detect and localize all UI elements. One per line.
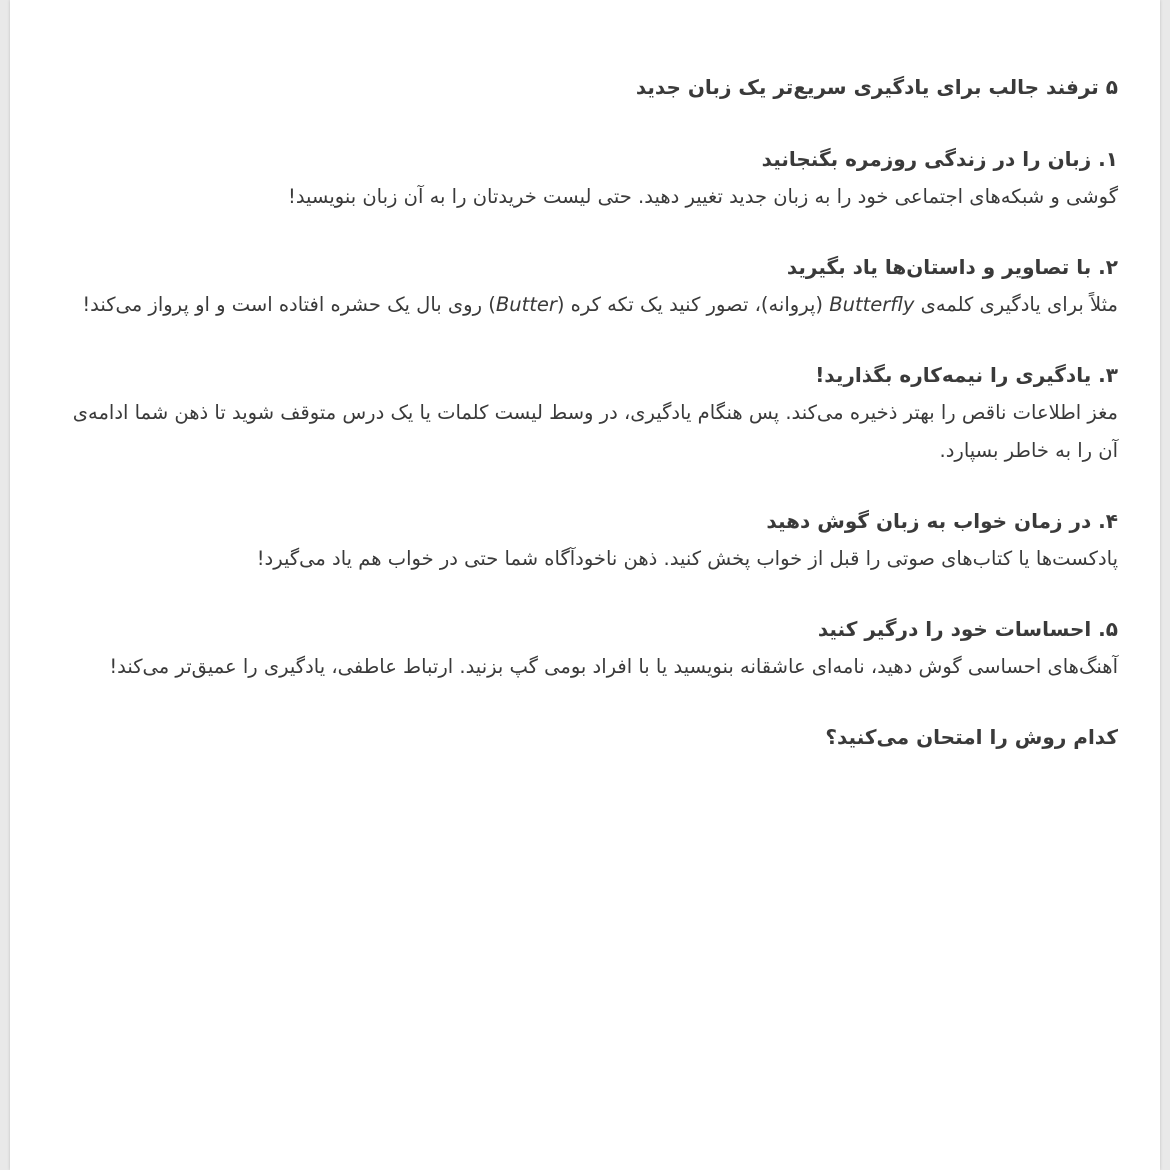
- section-body: پادکست‌ها یا کتاب‌های صوتی را قبل از خواب پخش کنید. ذهن ناخودآگاه شما حتی در خواب هم یاد می‌گیرد!: [256, 547, 1118, 570]
- section-2: [60, 248, 1118, 324]
- english-word-butterfly: Butterfly: [829, 293, 915, 316]
- english-word-butter: Butter: [495, 293, 557, 316]
- section-heading: ۴. در زمان خواب به زبان گوش دهید: [766, 509, 1118, 533]
- section-body: آهنگ‌های احساسی گوش دهید، نامه‌ای عاشقانه بنویسید یا با افراد بومی گپ بزنید. ارتباط عاطفی، یادگیری را عمیق‌تر می‌کند!: [109, 655, 1118, 678]
- document-content: [60, 68, 1118, 756]
- body-text: ) روی بال یک حشره افتاده است و او پرواز می‌کند!: [82, 293, 496, 316]
- section-5: [60, 610, 1118, 686]
- document-page: [10, 0, 1160, 1170]
- document-title: ۵ ترفند جالب برای یادگیری سریع‌تر یک زبان جدید: [635, 75, 1118, 99]
- section-4: [60, 502, 1118, 578]
- closing-question: کدام روش را امتحان می‌کنید؟: [825, 725, 1118, 749]
- body-text: مثلاً برای یادگیری کلمه‌ی: [914, 293, 1118, 316]
- section-body: [60, 286, 1118, 324]
- section-heading: ۳. یادگیری را نیمه‌کاره بگذارید!: [815, 363, 1118, 387]
- section-1: [60, 140, 1118, 216]
- section-heading: ۵. احساسات خود را درگیر کنید: [817, 617, 1118, 641]
- section-heading: ۲. با تصاویر و داستان‌ها یاد بگیرید: [786, 255, 1118, 279]
- section-body: مغز اطلاعات ناقص را بهتر ذخیره می‌کند. پس هنگام یادگیری، در وسط لیست کلمات یا یک درس متوقف شوید تا ذهن شما ادامه‌ی آن را به خاطر بسپارد.: [72, 401, 1118, 462]
- section-body: گوشی و شبکه‌های اجتماعی خود را به زبان جدید تغییر دهید. حتی لیست خریدتان را به آن زبان بنویسید!: [288, 185, 1118, 208]
- body-text: (پروانه)، تصور کنید یک تکه کره (: [556, 293, 830, 316]
- section-3: [60, 356, 1118, 470]
- section-heading: ۱. زبان را در زندگی روزمره بگنجانید: [761, 147, 1118, 171]
